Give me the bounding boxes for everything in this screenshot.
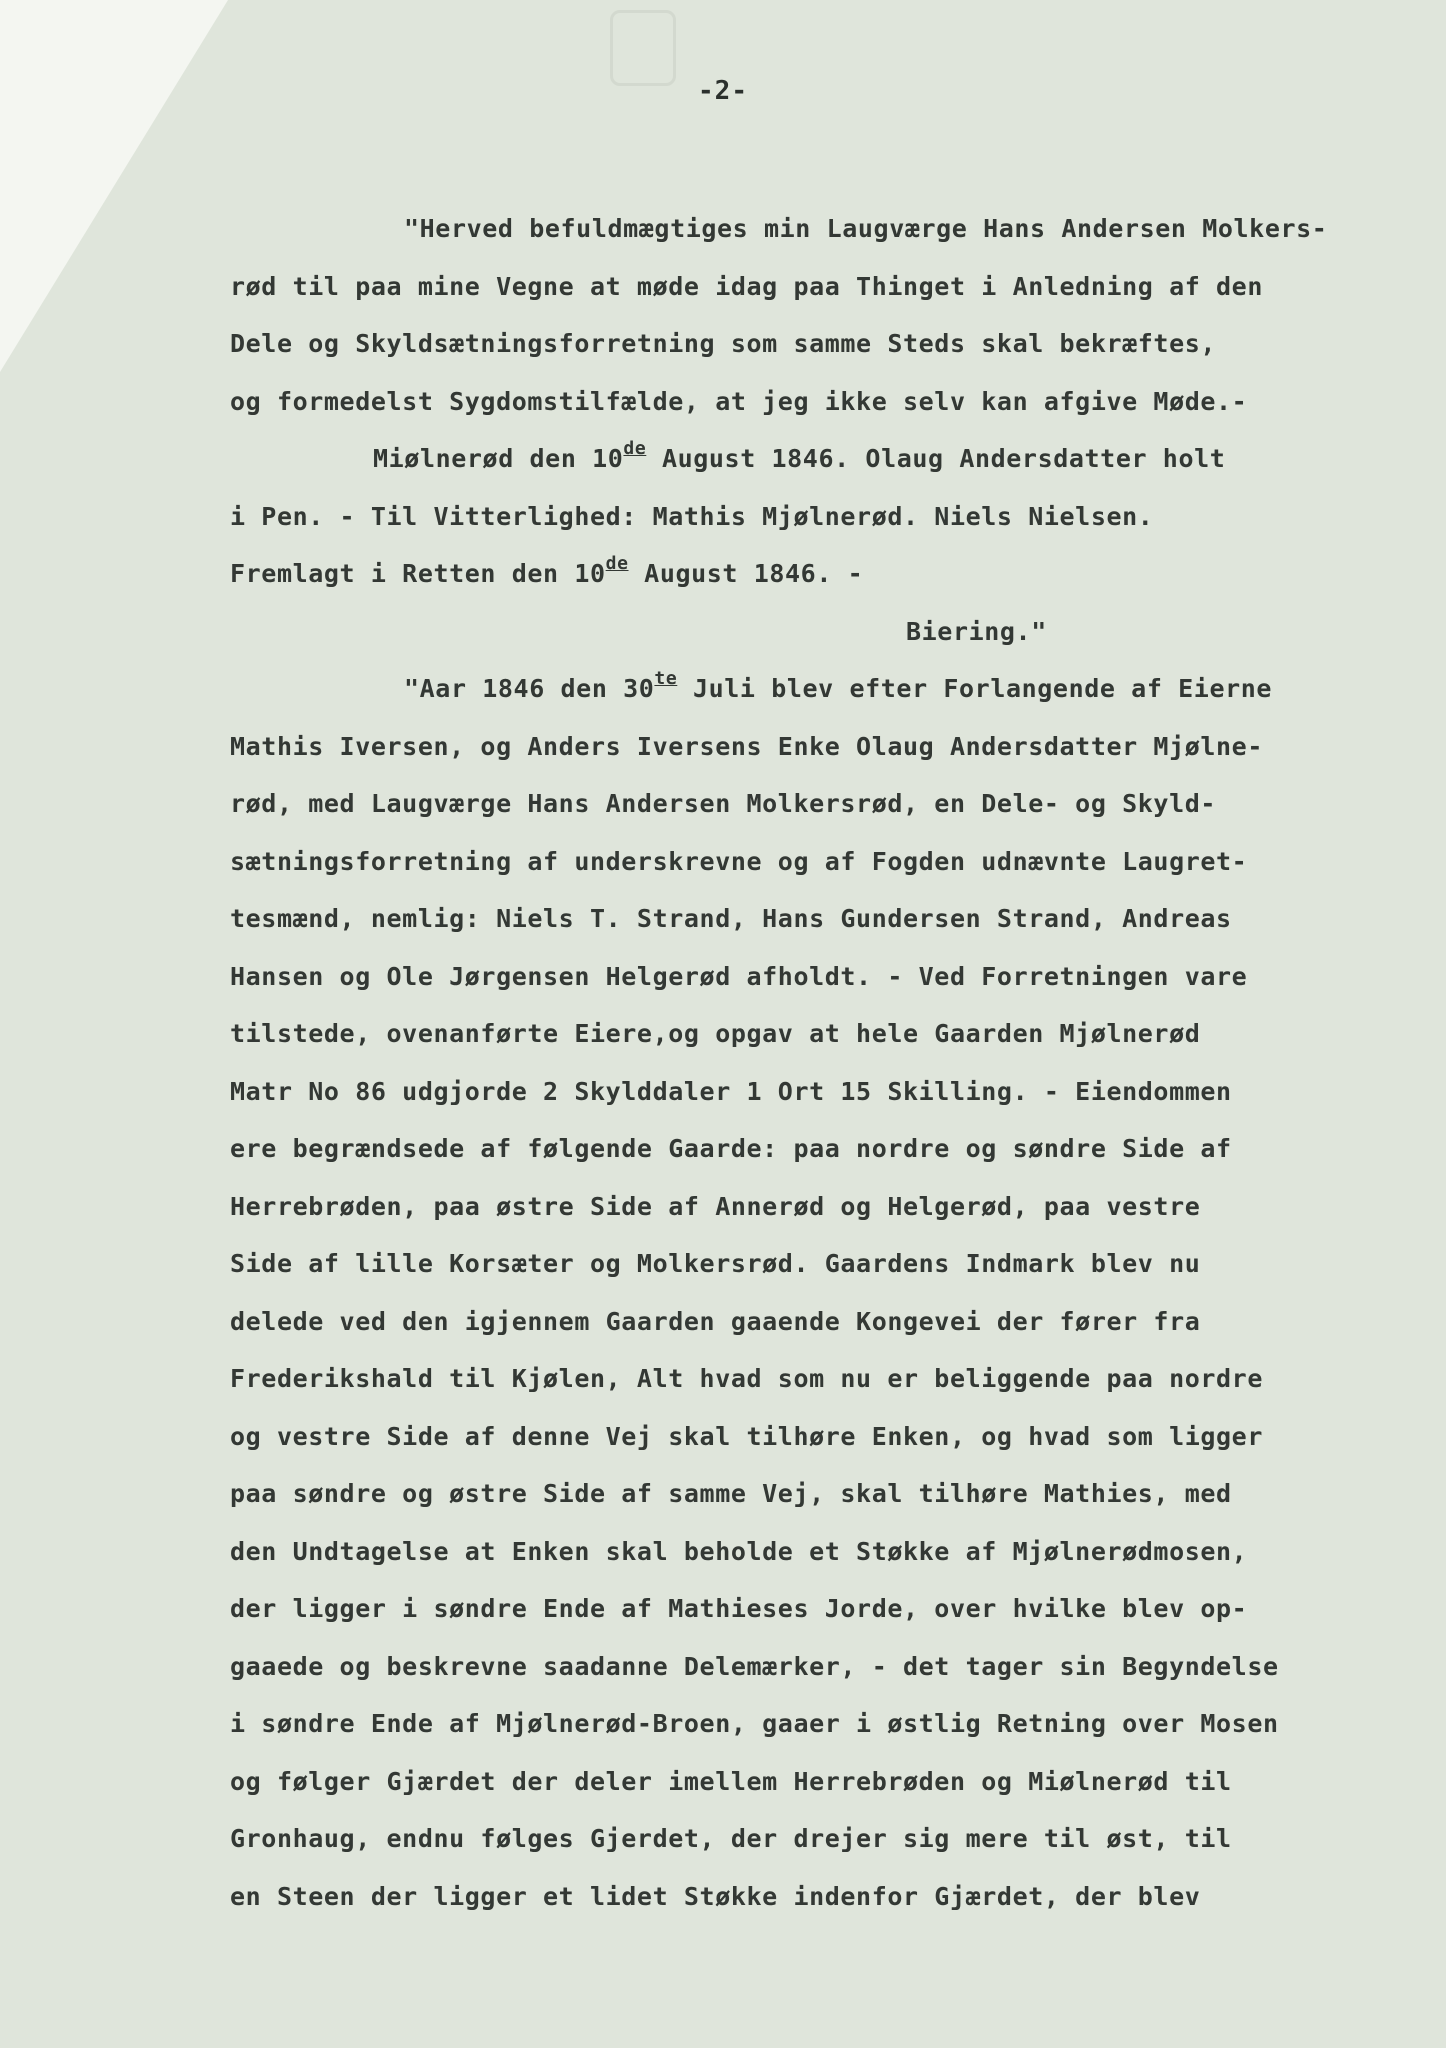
signature-line: Biering."	[906, 616, 1047, 646]
text-line: rød, med Laugværge Hans Andersen Molkersrød, en Dele- og Skyld-	[230, 789, 1217, 818]
text-line: Dele og Skyldsætningsforretning som samme Steds skal bekræftes,	[230, 329, 1217, 358]
text-line: tilstede, ovenanførte Eiere,og opgav at hele Gaarden Mjølnerød	[230, 1019, 1201, 1048]
text-line: delede ved den igjennem Gaarden gaaende Kongevei der fører fra	[230, 1306, 1201, 1336]
text-line: en Steen der ligger et lidet Støkke indenfor Gjærdet, der blev	[230, 1881, 1201, 1911]
text-line: "Aar 1846 den $30^{te}$ Juli blev efter Forlangende af Eierne	[404, 667, 1273, 703]
text-line: rød til paa mine Vegne at møde idag paa Thinget i Anledning af den	[230, 271, 1263, 301]
text-line: gaaede og beskrevne saadanne Delemærker, - det tager sin Begyndelse	[230, 1651, 1279, 1681]
text-line: sætningsforretning af underskrevne og af Fogden udnævnte Laugret-	[230, 846, 1248, 876]
text-line: Gronhaug, endnu følges Gjerdet, der drejer sig mere til øst, til	[230, 1824, 1232, 1853]
text-line: der ligger i søndre Ende af Mathieses Jorde, over hvilke blev op-	[230, 1594, 1248, 1623]
text-line: og følger Gjærdet der deler imellem Herrebrøden og Miølnerød til	[230, 1766, 1232, 1796]
text-line: Mathis Iversen, og Anders Iversens Enke Olaug Andersdatter Mjølne-	[230, 731, 1263, 761]
document-body	[230, 200, 1430, 1925]
text-line: i Pen. - Til Vitterlighed: Mathis Mjølnerød. Niels Nielsen.	[230, 501, 1154, 531]
text-line: Fremlagt i Retten den 10de August 1846. -	[230, 552, 864, 588]
text-line: i søndre Ende af Mjølnerød-Broen, gaaer i østlig Retning over Mosen	[230, 1709, 1279, 1738]
text-line: Hansen og Ole Jørgensen Helgerød afholdt. - Ved Forretningen vare	[230, 961, 1248, 991]
text-line: Miølnerød den 10de August 1846. Olaug Andersdatter holt	[373, 437, 1226, 473]
text-line: paa søndre og østre Side af samme Vej, skal tilhøre Mathies, med	[230, 1479, 1232, 1508]
superscript: de	[623, 437, 647, 459]
text-line: Herrebrøden, paa østre Side af Annerød og Helgerød, paa vestre	[230, 1191, 1201, 1221]
text-line: og formedelst Sygdomstilfælde, at jeg ikke selv kan afgive Møde.-	[230, 386, 1248, 416]
bleed-through-mark	[610, 10, 676, 86]
text-line: Frederikshald til Kjølen, Alt hvad som nu er beliggende paa nordre	[230, 1364, 1263, 1393]
text-line: den Undtagelse at Enken skal beholde et Støkke af Mjølnerødmosen,	[230, 1536, 1248, 1566]
text-line: Matr No 86 udgjorde 2 Skylddaler 1 Ort 15 Skilling. - Eiendommen	[230, 1076, 1232, 1106]
text-line: ere begrændsede af følgende Gaarde: paa nordre og søndre Side af	[230, 1134, 1232, 1163]
page-number: -2-	[698, 76, 748, 106]
text-line: tesmænd, nemlig: Niels T. Strand, Hans Gundersen Strand, Andreas	[230, 904, 1232, 933]
text-line: Side af lille Korsæter og Molkersrød. Gaardens Indmark blev nu	[230, 1249, 1201, 1278]
text-line: og vestre Side af denne Vej skal tilhøre Enken, og hvad som ligger	[230, 1421, 1263, 1451]
text-line: "Herved befuldmægtiges min Laugværge Hans Andersen Molkers-	[404, 214, 1328, 243]
superscript: te	[654, 667, 678, 689]
superscript: de	[605, 552, 629, 574]
